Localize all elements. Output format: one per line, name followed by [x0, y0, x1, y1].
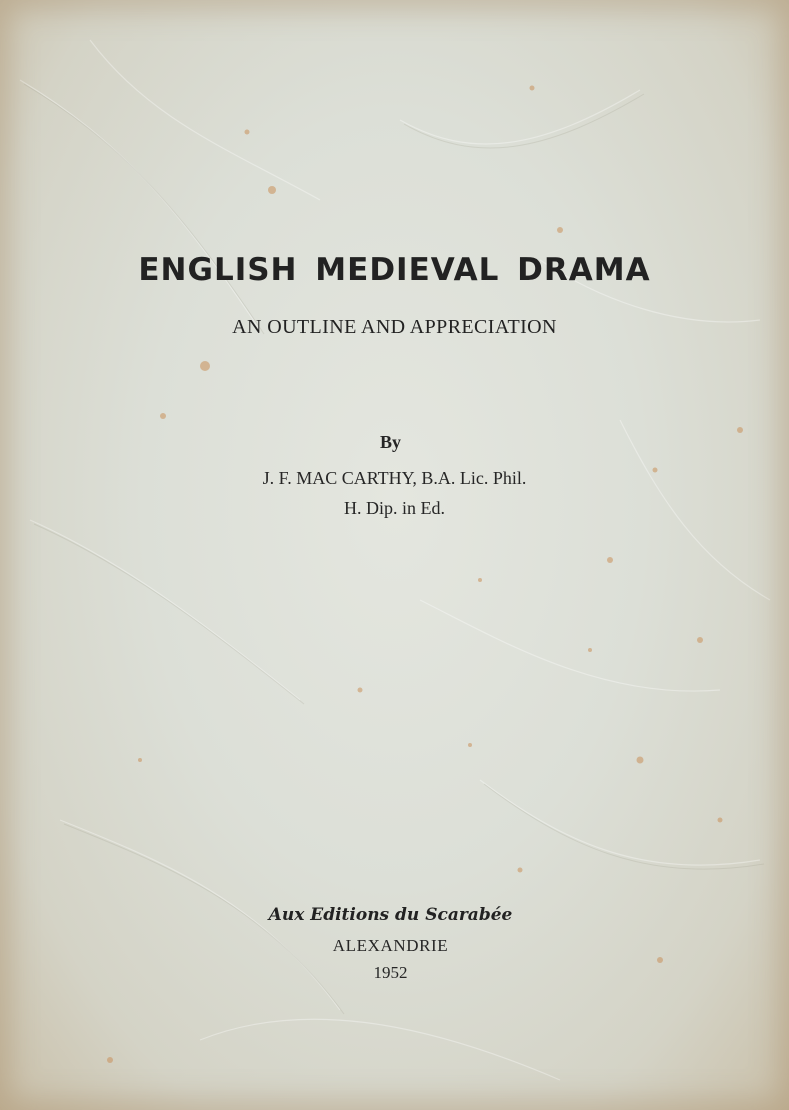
- author-qualifications: H. Dip. in Ed.: [344, 498, 445, 518]
- publication-year: 1952: [373, 963, 408, 982]
- book-title: ENGLISH MEDIEVAL DRAMA: [138, 252, 651, 288]
- publisher-name: Aux Editions du Scarabée: [268, 905, 513, 925]
- author-name: J. F. MAC CARTHY, B.A. Lic. Phil.: [262, 468, 527, 488]
- publication-place: ALEXANDRIE: [332, 936, 449, 955]
- book-subtitle: AN OUTLINE AND APPRECIATION: [232, 316, 557, 338]
- leather-grain-shadows: [24, 84, 764, 1014]
- by-line: By: [379, 432, 401, 452]
